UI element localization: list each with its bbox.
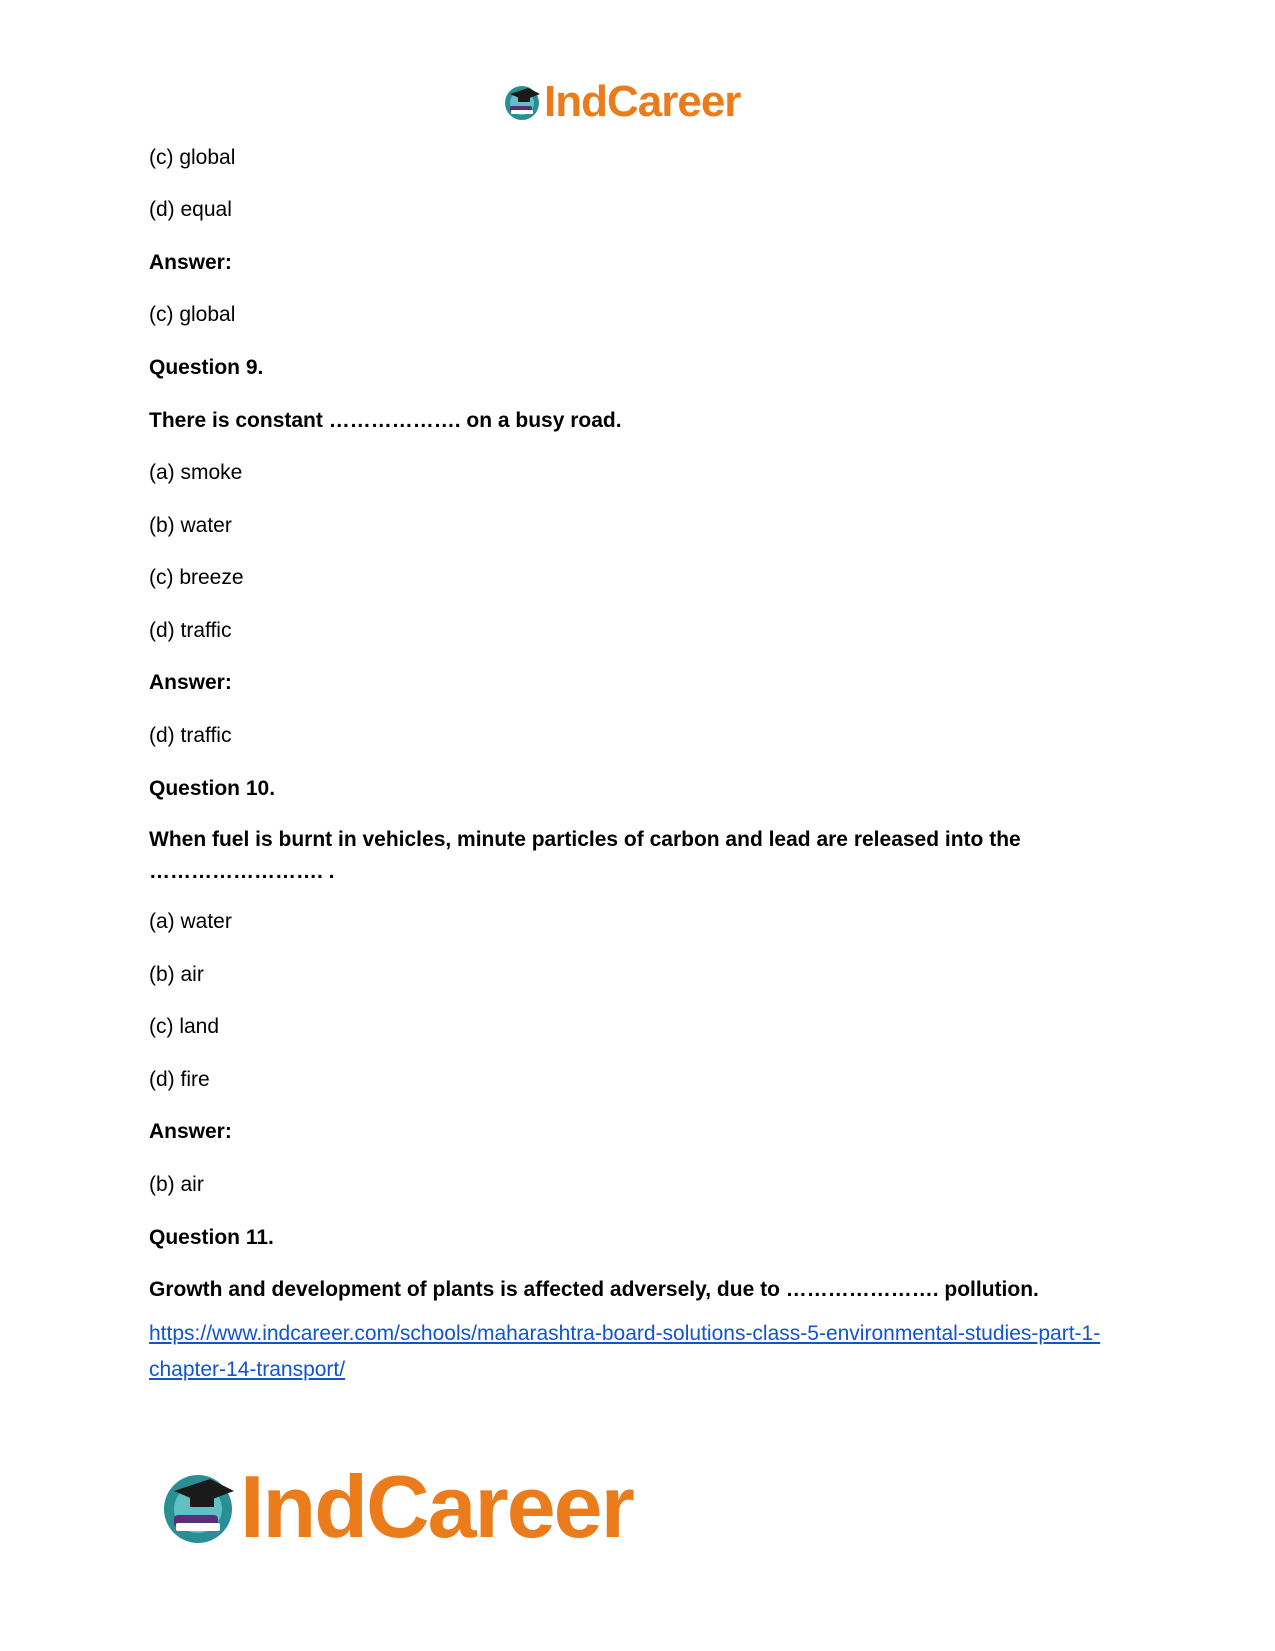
source-link[interactable]: https://www.indcareer.com/schools/maharashtra-board-solutions-class-5-environmental-studies-part-1-chapter-14-transport/ [149,1322,1101,1381]
option-line: (c) breeze [149,566,244,589]
question-text: Growth and development of plants is affected adversely, due to …………………. pollution. [149,1278,1039,1301]
question-text: When fuel is burnt in vehicles, minute particles of carbon and lead are released into the ……………………. . [149,828,1021,883]
answer-heading: Answer: [149,1120,232,1143]
graduation-globe-icon [158,1467,238,1547]
answer-text: (b) air [149,1173,204,1196]
header-logo [502,78,740,126]
question-heading: Question 11. [149,1226,274,1249]
option-line: (d) fire [149,1068,210,1091]
question-heading: Question 10. [149,777,276,800]
answer-text: (c) global [149,303,236,326]
brand-name: IndCareer [544,77,741,126]
option-line: (c) global [149,146,236,169]
option-line: (d) equal [149,198,232,221]
option-line: (a) water [149,910,232,933]
answer-heading: Answer: [149,671,232,694]
answer-text: (d) traffic [149,724,232,747]
answer-heading: Answer: [149,251,232,274]
question-heading: Question 9. [149,356,264,379]
option-line: (b) air [149,963,204,986]
option-line: (c) land [149,1015,220,1038]
question-text: There is constant ………………. on a busy road. [149,409,622,432]
graduation-globe-icon [502,82,542,122]
footer-logo [158,1457,633,1556]
brand-name: IndCareer [240,1457,633,1556]
option-line: (d) traffic [149,619,232,642]
option-line: (a) smoke [149,461,243,484]
option-line: (b) water [149,514,232,537]
